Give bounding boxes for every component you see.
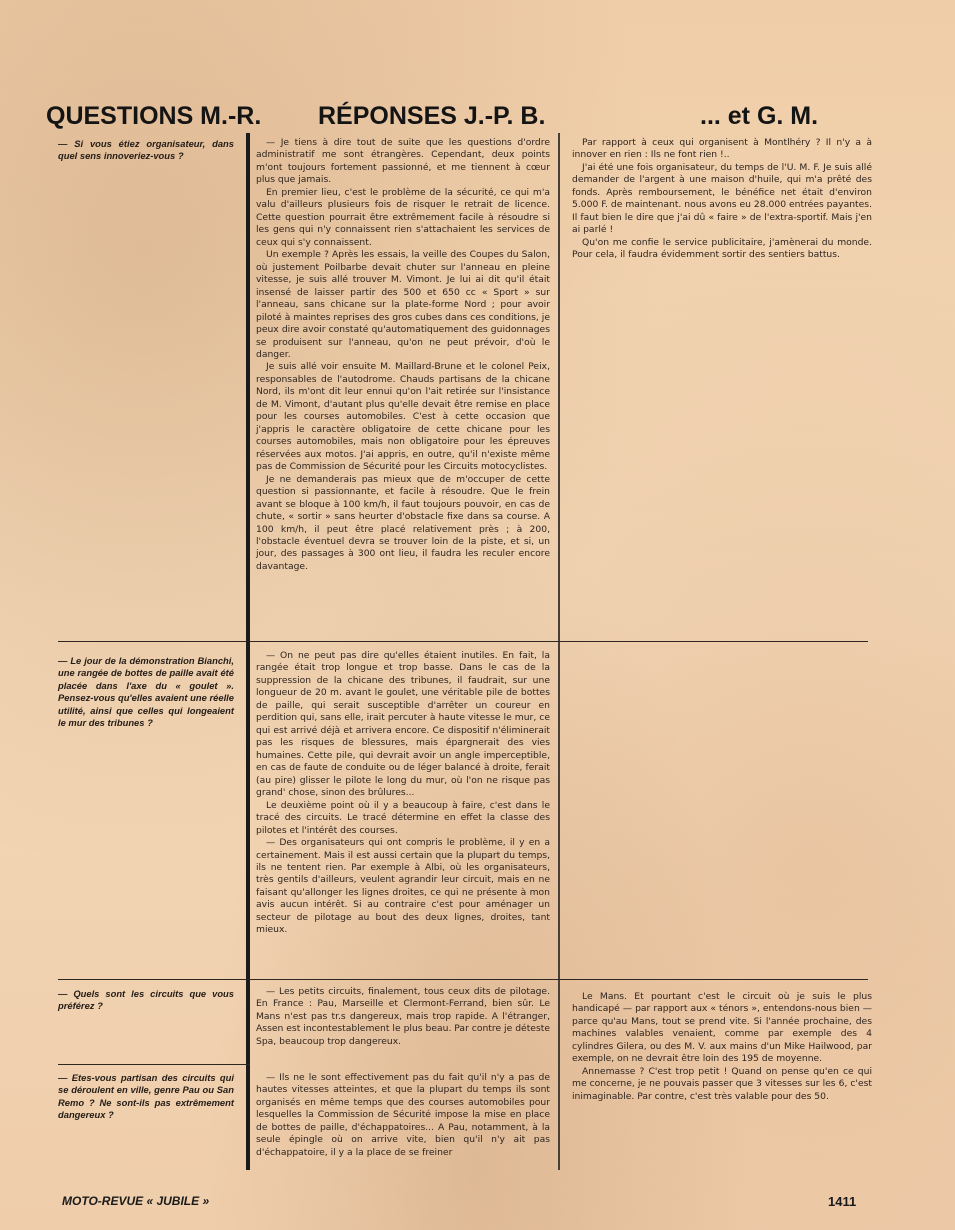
paragraph: J'ai été une fois organisateur, du temps de l'U. M. F. Je suis allé demander de l'argent à une maison d'huile, qui m'a prêté des fonds. Après remboursement, le bénéfice net était d'environ 5.000 F. de maintenant. nous avons eu 28.000 entrées payantes. Il faut bien le dire que j'ai dû « faire » de l'extra-sportif. Mais j'en ai parlé ! (572, 161, 872, 236)
answer-gm-innovation (572, 137, 872, 262)
header-reponses: RÉPONSES J.-P. B. (318, 102, 546, 130)
paragraph: En premier lieu, c'est le problème de la sécurité, ce qui m'a valu d'ailleurs plusieurs fois de risquer le retrait de licence. Cette question pourrait être extrêmement facile à résoudre si les gens qui n'y connaissent rien s'attachaient les services de ceux qui s'y connaissent. (256, 186, 550, 248)
header-gm: ... et G. M. (700, 102, 819, 130)
footer-publication: MOTO-REVUE « JUBILE » (62, 1194, 210, 1208)
answer-jpb-bottes-de-paille (256, 650, 550, 937)
column-rule-right (558, 133, 560, 1170)
answer-jpb-innovation (256, 137, 550, 573)
column-rule-main (246, 133, 250, 1170)
section-divider (58, 1064, 250, 1065)
answer-gm-circuits-preferes (572, 991, 872, 1103)
answer-jpb-circuits-en-ville (256, 1072, 550, 1159)
question-circuits-preferes: — Quels sont les circuits que vous préférez ? (58, 988, 234, 1012)
question-circuits-en-ville: — Etes-vous partisan des circuits qui se déroulent en ville, genre Pau ou San Remo ? Ne sont-ils pas extrêmement dangereux ? (58, 1072, 234, 1121)
section-divider (58, 641, 868, 642)
answer-jpb-circuits-preferes (256, 986, 550, 1048)
paragraph: — On ne peut pas dire qu'elles étaient inutiles. En fait, la rangée était trop longue et trop basse. Dans le cas de la suppression de la chicane des tribunes, il faudrait, sur une longueur de 20 m. avant le goulet, une véritable pile de bottes de paille, qui serait susceptible d'arrêter un coureur en perdition qui, sans elle, irait percuter à haute vitesse le mur, ce qui est arrivé déjà et arrivera encore. Ce dispositif n'éliminerait pas les risques de blessures, mais épargnerait des vies humaines. Cette pile, qui devrait avoir un angle imperceptible, en cas de faute de conduite ou de léger balancé à droite, ferait (au pire) glisser le pilote le long du mur, où l'on ne risque pas grand' chose, sinon des brûlures... (256, 650, 550, 799)
paragraph: Je ne demanderais pas mieux que de m'occuper de cette question si passionnante, et facile à résoudre. Que le frein avant se bloque à 100 km/h, il faut toujours pouvoir, en cas de chute, « sortir » sans heurter d'obstacle fixe dans sa course. A 100 km/h, il peut être placé relativement près ; à 200, l'obstacle éventuel devra se trouver loin de la piste, et si, un jour, des passages à 300 ont lieu, il faudra les reculer encore davantage. (256, 473, 550, 572)
paragraph: — Ils ne le sont effectivement pas du fait qu'il n'y a pas de hautes vitesses atteintes, et que la plupart du temps ils sont organisés en même temps que des courses automobiles pour lesquelles la Commission de Sécurité impose la mise en place de bottes de paille, d'échappatoires... A Pau, notamment, à la seule épingle où on arrive vite, bien qu'il n'y ait pas d'échappatoire, il y a la place de se freiner (256, 1072, 550, 1158)
paragraph: — Des organisateurs qui ont compris le problème, il y en a certainement. Mais il est aussi certain que la plupart du temps, ils ne tentent rien. Par exemple à Albi, où les organisateurs, très gentils d'ailleurs, veulent agrandir leur circuit, mais en ne faisant qu'allonger les lignes droites, ce qui ne présente à mon avis aucun intérêt. Si au contraire c'est pour aménager un secteur de pilotage au bout des deux lignes, droites, tant mieux. (256, 837, 550, 936)
paragraph: — Les petits circuits, finalement, tous ceux dits de pilotage. En France : Pau, Marseille et Clermont-Ferrand, bien sûr. Le Mans n'est pas tr.s dangereux, mais trop rapide. A l'étranger, Assen est incontestablement le plus beau. Par contre je déteste Spa, beaucoup trop dangereux. (256, 986, 550, 1047)
paragraph: Le deuxième point où il y a beaucoup à faire, c'est dans le tracé des circuits. Le tracé détermine en effet la classe des pilotes et l'intérêt des courses. (256, 799, 550, 836)
question-bottes-de-paille: — Le jour de la démonstration Bianchi, une rangée de bottes de paille avait été placée dans l'axe du « goulet ». Pensez-vous qu'elles avaient une réelle utilité, ainsi que celles qui longeaient le mur des tribunes ? (58, 655, 234, 729)
section-divider (58, 979, 868, 980)
paragraph: — Je tiens à dire tout de suite que les questions d'ordre administratif me sont étrangères. Cependant, deux points m'ont toujours fortement passionné, et me tiennent à cœur plus que jamais. (256, 137, 550, 186)
paragraph: Un exemple ? Après les essais, la veille des Coupes du Salon, où justement Poilbarbe devait chuter sur l'anneau en pleine vitesse, je suis allé trouver M. Vimont. Je lui ai dit qu'il était insensé de laisser partir des 500 et 650 cc « Sport » sur l'anneau, sans chicane sur la plate-forme Nord ; pour avoir piloté à maintes reprises des gros cubes dans ces conditions, je peux dire avoir constaté qu'automatiquement des guidonnages se produisent sur l'anneau, qu'on ne peut prévoir, d'où le danger. (256, 249, 550, 360)
header-questions: QUESTIONS M.-R. (46, 102, 262, 130)
paragraph: Annemasse ? C'est trop petit ! Quand on pense qu'en ce qui me concerne, je ne pouvais passer que 3 vitesses sur les 6, c'est inimaginable. Par contre, c'est très valable pour des 50. (572, 1065, 872, 1102)
paragraph: Par rapport à ceux qui organisent à Montlhéry ? Il n'y a à innover en rien : Ils ne font rien !.. (572, 137, 872, 161)
question-innovation: — Si vous étiez organisateur, dans quel sens innoveriez-vous ? (58, 138, 234, 162)
paragraph: Je suis allé voir ensuite M. Maillard-Brune et le colonel Peix, responsables de l'autodrome. Chauds partisans de la chicane Nord, ils m'ont dit leur ennui qu'on l'ait retirée sur l'insistance de M. Vimont, d'autant plus qu'elle devait être remise en place pour les courses automobiles. C'est à cette occasion que j'appris le caractère obligatoire de cette chicane pour les courses automobiles, mais non obligatoire pour les épreuves réservées aux motos. J'ai appris, en outre, qu'il n'existe même pas de Commission de Sécurité pour les Circuits motocyclistes. (256, 361, 550, 473)
page-number: 1411 (828, 1194, 857, 1209)
paragraph: Qu'on me confie le service publicitaire, j'amènerai du monde. Pour cela, il faudra évidemment sortir des sentiers battus. (572, 236, 872, 261)
paragraph: Le Mans. Et pourtant c'est le circuit où je suis le plus handicapé — par rapport aux « ténors », entendons-nous bien — parce qu'au Mans, tout se prend vite. Si l'année prochaine, des machines valables venaient, comme par exemple des 4 cylindres Gilera, ou des M. V. aux mains d'un Mike Hailwood, par exemple, on ne devrait être loin des 195 de moyenne. (572, 991, 872, 1065)
